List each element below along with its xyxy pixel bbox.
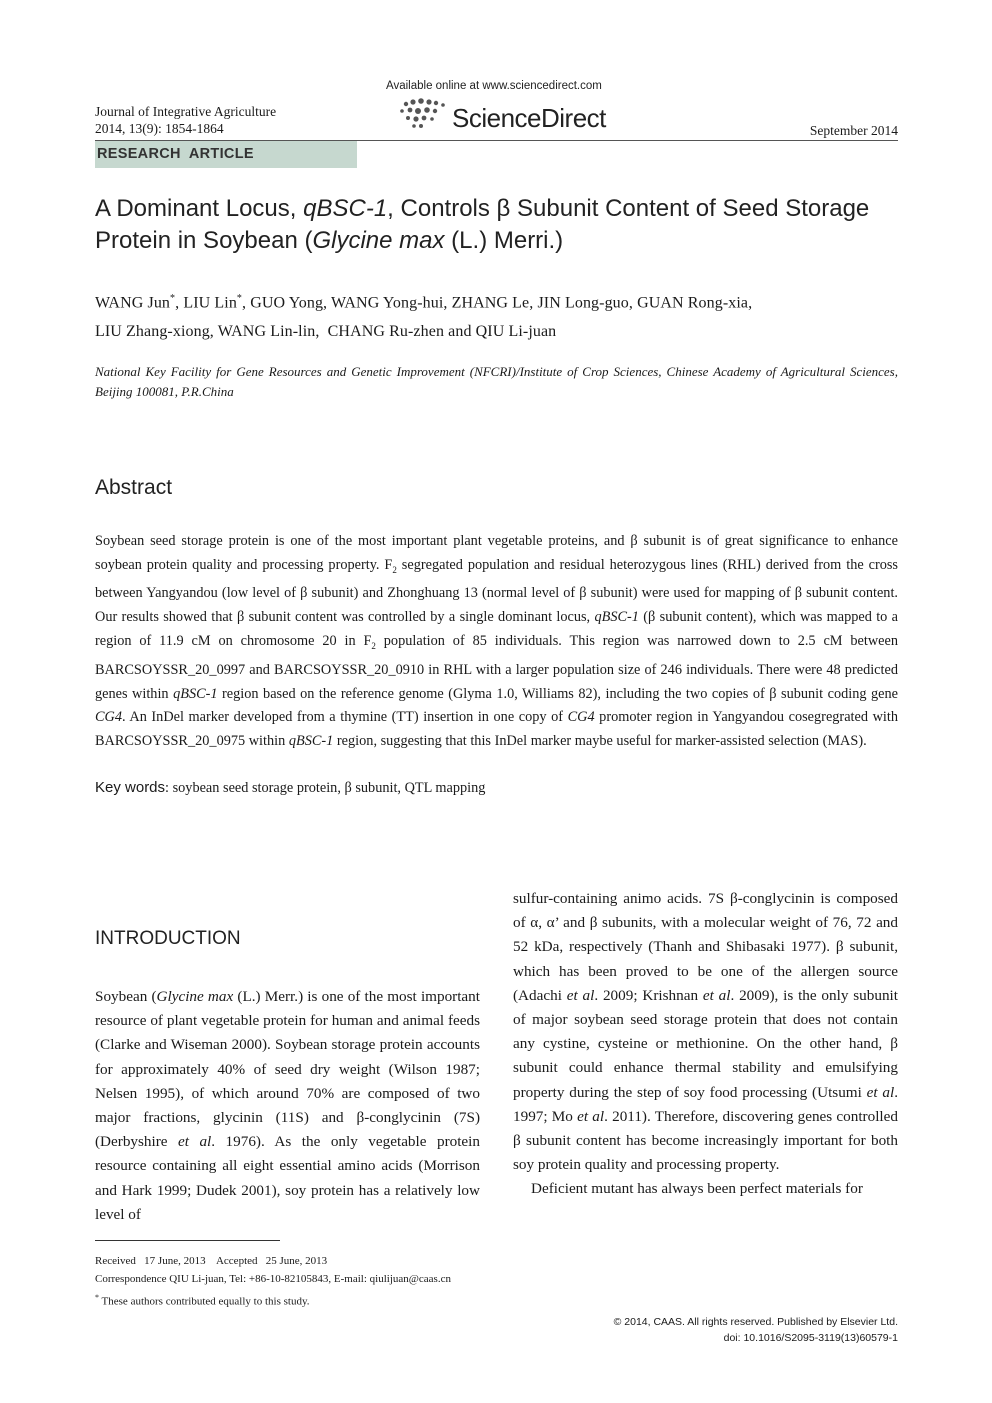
species-name: Glycine max (156, 988, 234, 1005)
footnotes (95, 1253, 451, 1311)
subscript: 2 (371, 640, 376, 651)
abstract-text: population of 85 individuals. This region was narrowed down to 2.5 cM between BARCSOYSSR_20_0997 and BARCSOYSSR_20_0910 in RHL with a larger population size of 246 individuals. There were 48 predicted genes within (95, 633, 898, 702)
author-list (95, 284, 900, 346)
title-locus: qBSC-1 (303, 195, 388, 222)
intro-paragraph-1 (95, 985, 480, 1227)
abstract-body (95, 530, 898, 754)
body-text: Soybean ( (95, 988, 157, 1005)
journal-issue: 2014, 13(9): 1854-1864 (95, 121, 224, 136)
abstract-text: promoter region in Yangyandou cosegregrated with BARCSOYSSR_20_0975 within (95, 709, 898, 750)
intro-paragraph-1-continued (513, 887, 898, 1177)
section-label: RESEARCH ARTICLE (97, 146, 254, 162)
body-text: . 2011). Therefore, discovering genes controlled β subunit content has become increasingly important for both soy protein quality and processing property. (513, 1107, 898, 1174)
author-name: WANG Jun (95, 294, 171, 312)
et-al: et al (566, 986, 595, 1004)
gene-name: CG4 (95, 709, 123, 726)
abstract-text: region based on the reference genome (Glyma 1.0, Williams 82), including the two copies of β subunit coding gene (217, 685, 898, 702)
equal-contribution-mark: * (95, 1292, 99, 1302)
et-al: et al (866, 1083, 895, 1101)
title-text: A Dominant Locus, (95, 195, 304, 222)
abstract-text: segregated population and residual heterozygous lines (RHL) derived from the cross between Yangyandou (low level of β subunit) and Zhonghuang 13 (normal level of β subunit) were used for mapping of β subunit content. Our results showed that β subunit content was controlled by a single dominant locus, (95, 556, 898, 626)
author-name: , LIU Lin (175, 294, 237, 312)
body-text: . 1976). As the only vegetable protein resource containing all eight essential amino acids (Morrison and Hark 1999; Dudek 2001), soy protein has a relatively low level of (95, 1133, 480, 1223)
sciencedirect-wordmark: ScienceDirect (452, 103, 606, 133)
subscript: 2 (392, 564, 397, 575)
journal-name: Journal of Integrative Agriculture (95, 104, 277, 119)
equal-contribution-mark: * (170, 293, 176, 304)
locus-name: qBSC-1 (288, 733, 334, 750)
et-al: et al (702, 986, 731, 1004)
abstract-heading: Abstract (95, 476, 173, 499)
title-text: (L.) Merri.) (444, 227, 564, 254)
et-al: et al (178, 1133, 212, 1151)
abstract-text: . An InDel marker developed from a thymine (TT) insertion in one copy of (122, 709, 568, 726)
body-text: . 1997; Mo (513, 1083, 898, 1125)
copyright-block (614, 1315, 898, 1346)
author-names: , GUO Yong, WANG Yong-hui, ZHANG Le, JIN Long-guo, GUAN Rong-xia, (242, 294, 753, 312)
keywords (95, 779, 485, 797)
footnote-rule (95, 1240, 280, 1241)
intro-paragraph-2: Deficient mutant has always been perfect materials for (531, 1180, 863, 1198)
abstract-text: region, suggesting that this InDel marker maybe useful for marker-assisted selection (MAS). (333, 733, 867, 750)
title-species: Glycine max (312, 227, 445, 254)
journal-info (95, 103, 276, 137)
introduction-heading: INTRODUCTION (95, 928, 241, 949)
locus-name: qBSC-1 (594, 609, 639, 626)
author-names: LIU Zhang-xiong, WANG Lin-lin, CHANG Ru-zhen and QIU Li-juan (95, 323, 557, 341)
equal-contribution-text: These authors contributed equally to this study. (99, 1295, 310, 1308)
keywords-list: : soybean seed storage protein, β subunit, QTL mapping (165, 780, 486, 796)
gene-name: CG4 (567, 709, 595, 726)
equal-contribution-note (95, 1289, 451, 1311)
received-dates: Received 17 June, 2013 Accepted 25 June, 2013 (95, 1255, 328, 1267)
locus-name: qBSC-1 (173, 685, 218, 702)
et-al: et al (577, 1107, 605, 1125)
affiliation: National Key Facility for Gene Resources and Genetic Improvement (NFCRI)/Institute of Crop Sciences, Chinese Academy of Agricultural Sciences, Beijing 100081, P.R.China (95, 364, 898, 399)
body-text: . 2009), is the only subunit of major soybean seed storage protein that does not contain any cystine, cysteine or methionine. On the other hand, β subunit could enhance thermal stability and emulsifying property during the step of soy food processing (Utsumi (513, 986, 898, 1101)
keywords-label: Key words (95, 779, 166, 796)
title-text: , Controls β Subunit Content of Seed Storage Protein in Soybean ( (95, 195, 870, 254)
copyright: © 2014, CAAS. All rights reserved. Published by Elsevier Ltd. (613, 1316, 898, 1328)
correspondence: Correspondence QIU Li-juan, Tel: +86-10-82105843, E-mail: qiulijuan@caas.cn (95, 1272, 451, 1285)
body-text: . 2009; Krishnan (594, 986, 703, 1004)
body-text: sulfur-containing animo acids. 7S β-conglycinin is composed of α, α’ and β subunits, with a molecular weight of 76, 72 and 52 kDa, respectively (Thanh and Shibasaki 1977). β subunit, which has been proved to be one of the allergen source (Adachi (513, 890, 898, 1004)
body-text: (L.) Merr.) is one of the most important resource of plant vegetable protein for human and animal feeds (Clarke and Wiseman 2000). Soybean storage protein accounts for approximately 40% of seed dry weight (Wilson 1987; Nelsen 1995), of which around 70% are composed of two major fractions, glycinin (11S) and β-conglycinin (7S) (Derbyshire (95, 988, 480, 1151)
issue-date: September 2014 (809, 123, 898, 138)
abstract-text: (β subunit content), which was mapped to a region of 11.9 cM on chromosome 20 in F (95, 609, 898, 650)
doi: doi: 10.1016/S2095-3119(13)60579-1 (723, 1331, 898, 1344)
equal-contribution-mark: * (236, 293, 243, 304)
article-title (95, 193, 905, 257)
right-column (513, 887, 898, 1202)
abstract-text: Soybean seed storage protein is one of the most important plant vegetable proteins, and β subunit is of great significance to enhance soybean protein quality and processing property. F (95, 533, 898, 573)
available-online: Available online at www.sciencedirect.com (386, 80, 602, 92)
